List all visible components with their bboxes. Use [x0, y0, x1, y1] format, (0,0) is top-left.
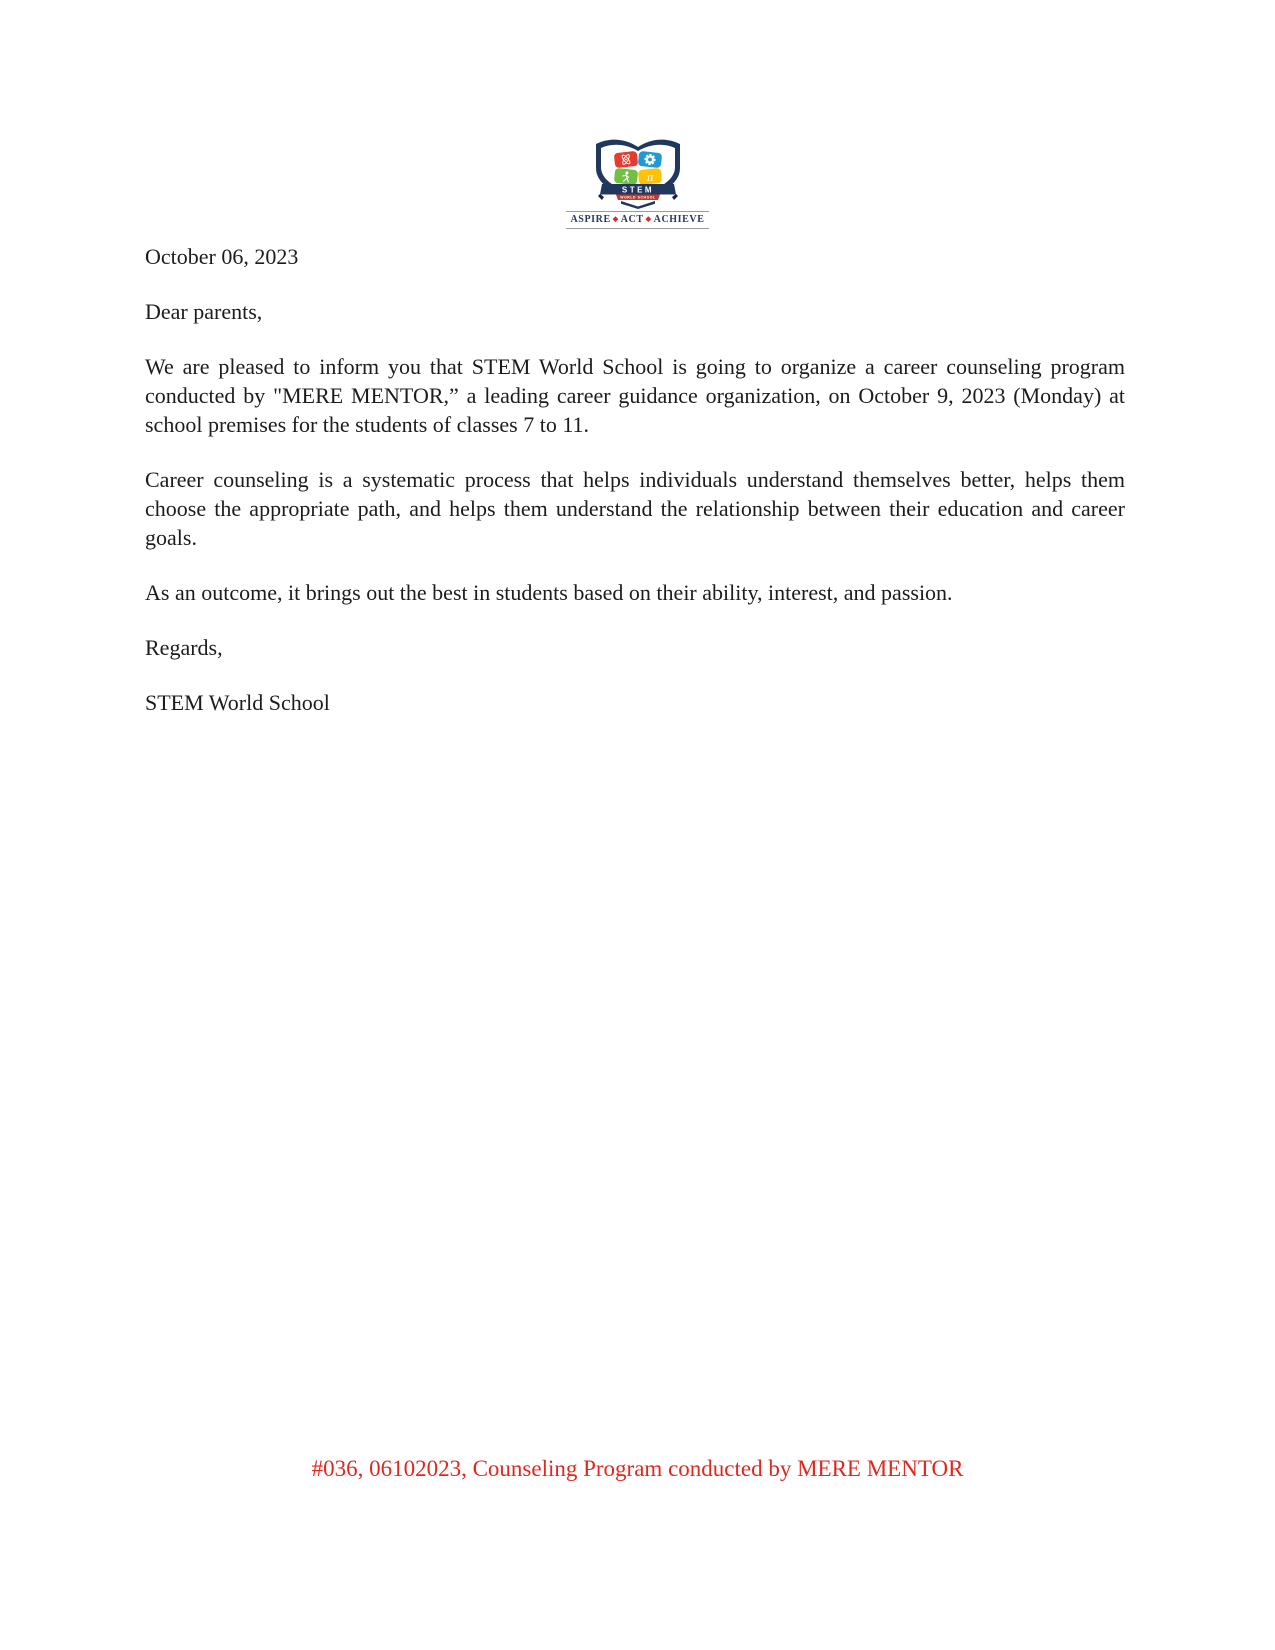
tagline-word: ACT	[620, 214, 644, 225]
stem-banner-label: STEM	[621, 185, 654, 195]
math-tile	[637, 168, 661, 185]
school-crest	[578, 134, 698, 209]
chevron-shape	[621, 201, 655, 209]
salutation: Dear parents,	[145, 299, 263, 324]
world-school-label: WORLD SCHOOL	[619, 195, 656, 200]
diamond-separator-icon: ◆	[612, 215, 619, 223]
logo-tagline	[566, 211, 708, 229]
world-school-banner	[616, 195, 660, 201]
paragraph-announcement: We are pleased to inform you that STEM World School is going to organize a career counseling program conducted by "MERE MENTOR,” a leading career guidance organization, on October 9, 2023 (Monday) at school premises for the students of classes 7 to 11.	[145, 354, 1125, 437]
diamond-separator-icon: ◆	[645, 215, 652, 223]
paragraph-explanation: Career counseling is a systematic process that helps individuals understand themselves better, helps them choose the appropriate path, and helps them understand the relationship between their education and career goals.	[145, 467, 1125, 550]
signature: STEM World School	[145, 690, 330, 715]
letter-body	[145, 242, 1125, 743]
tagline-word: ACHIEVE	[653, 214, 705, 225]
pi-icon: π	[645, 171, 654, 185]
closing: Regards,	[145, 635, 223, 660]
date-line: October 06, 2023	[145, 244, 299, 269]
school-logo	[0, 134, 1275, 229]
tagline-word: ASPIRE	[570, 214, 611, 225]
footer-reference-line: #036, 06102023, Counseling Program conducted by MERE MENTOR	[311, 1456, 964, 1481]
technology-tile	[637, 151, 661, 168]
paragraph-outcome: As an outcome, it brings out the best in students based on their ability, interest, and passion.	[145, 580, 953, 605]
sports-tile	[613, 168, 637, 185]
science-tile	[613, 151, 637, 168]
